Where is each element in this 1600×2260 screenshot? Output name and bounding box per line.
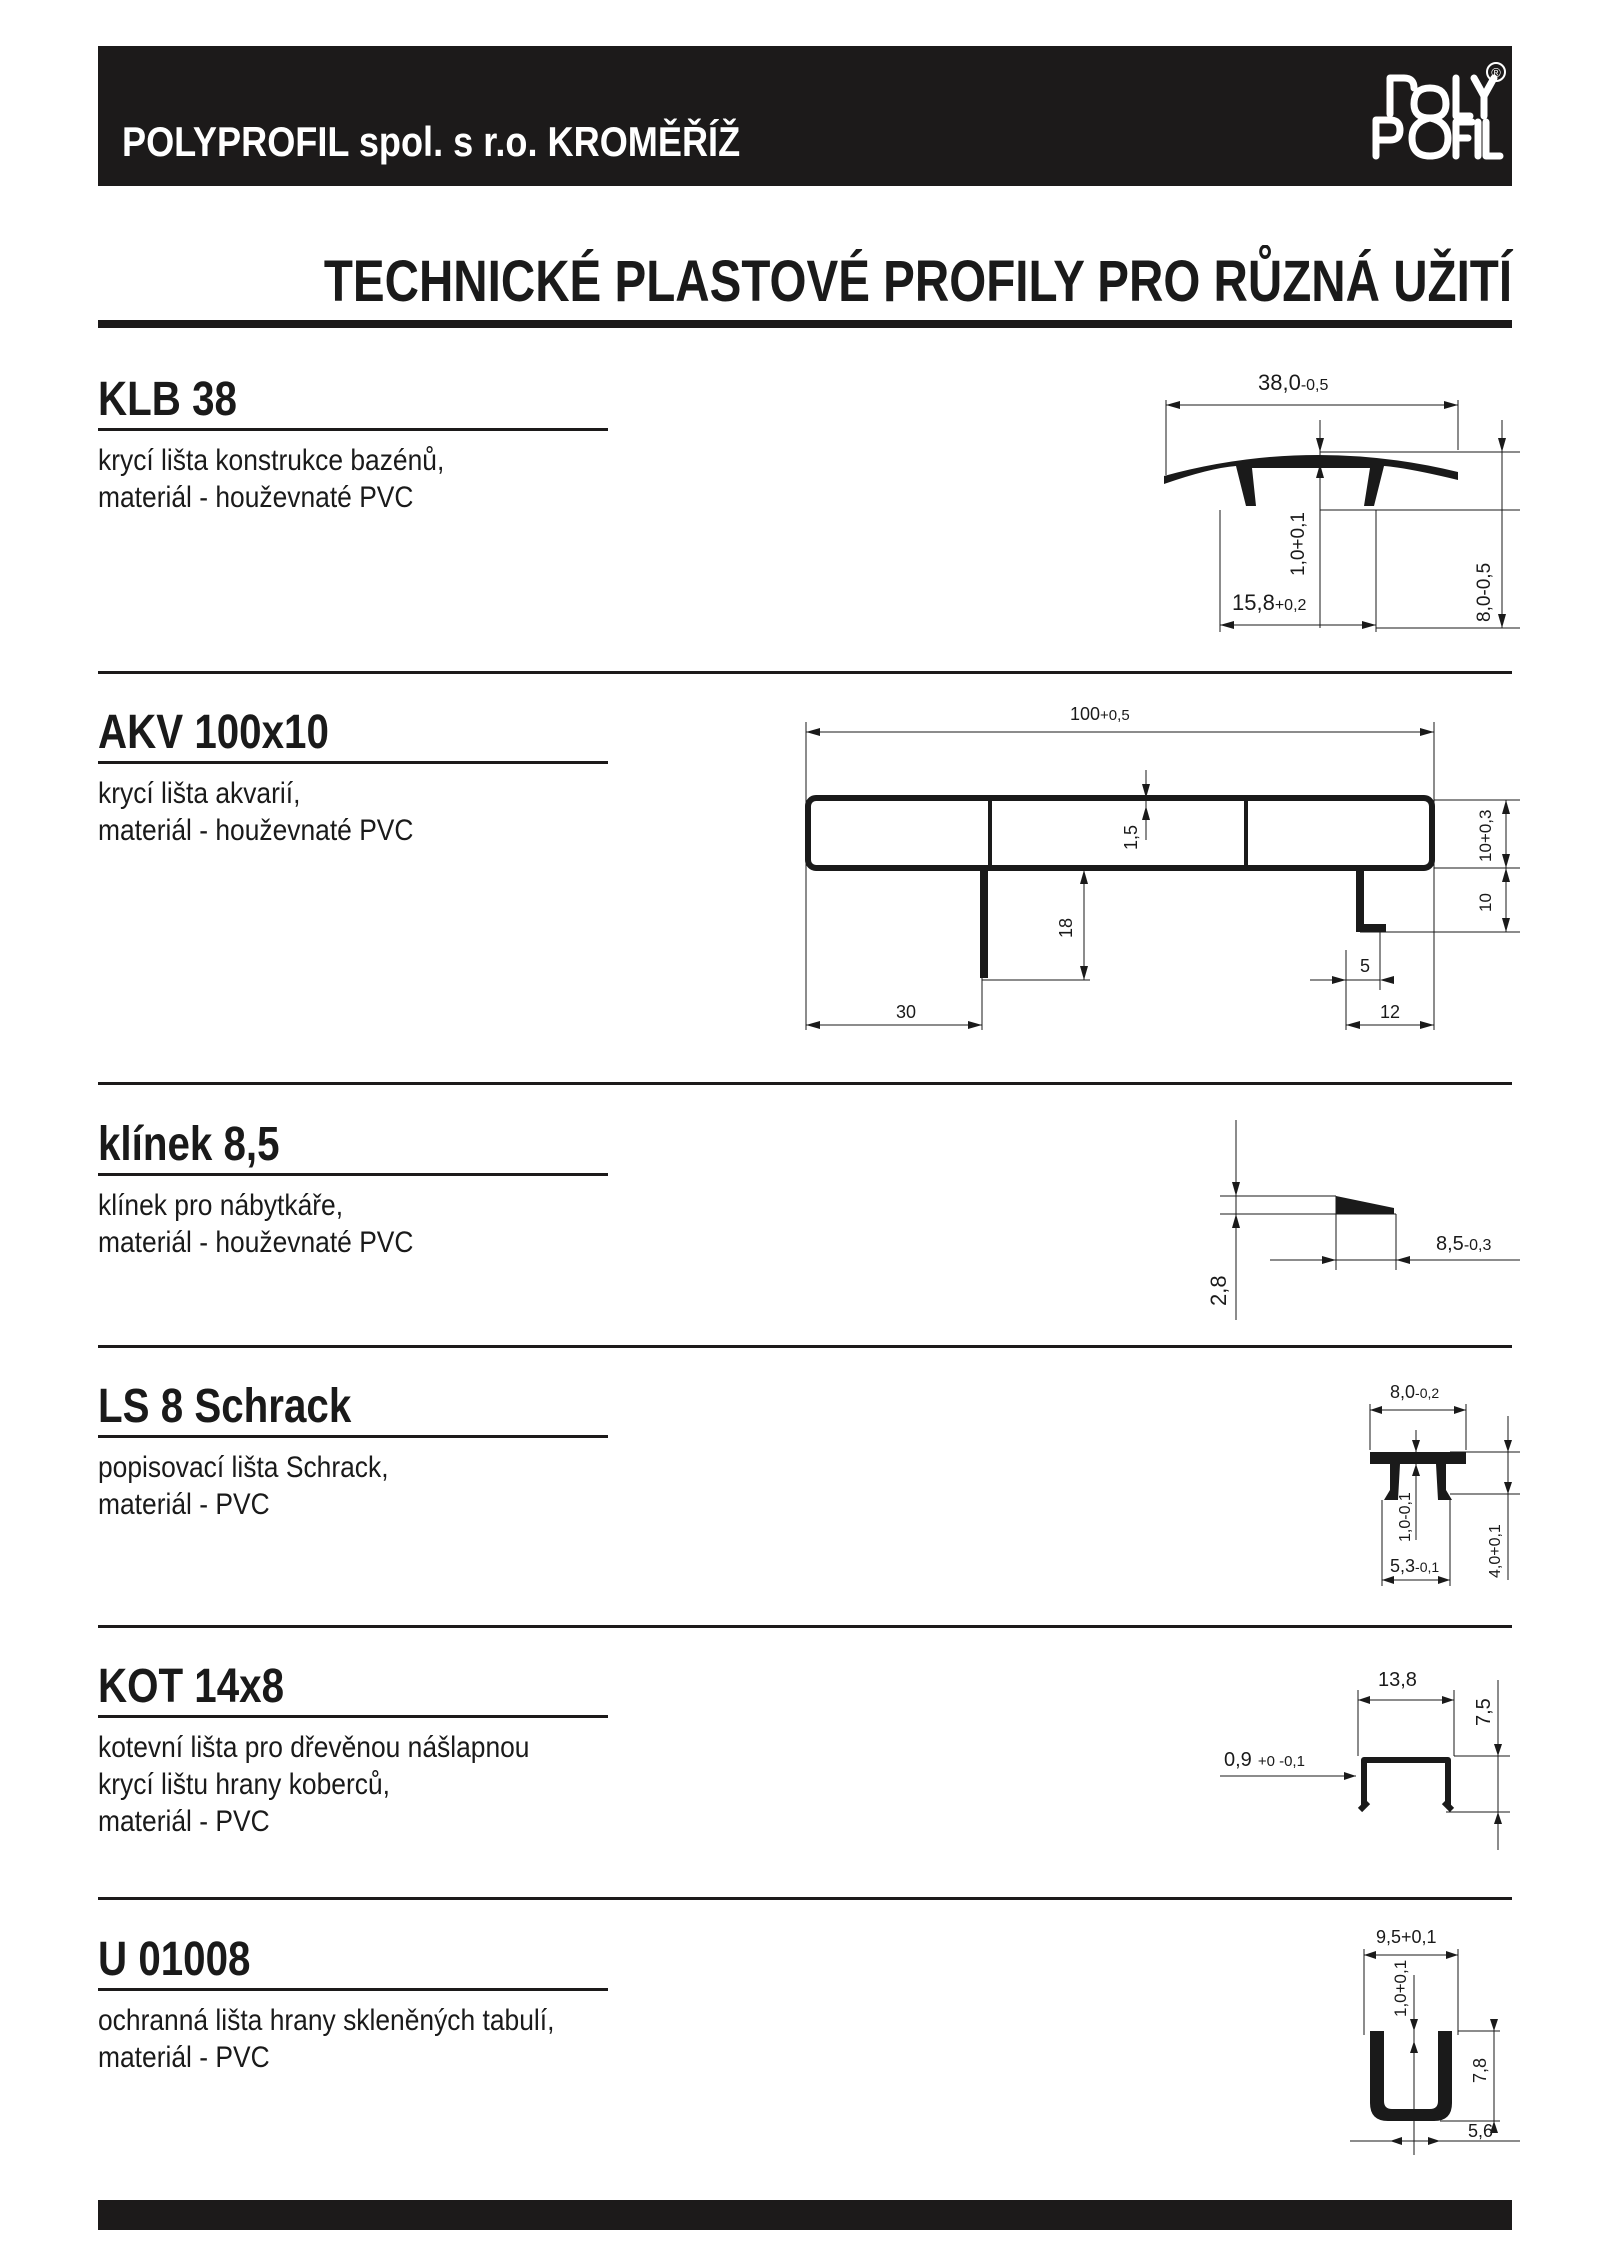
footer-bar bbox=[98, 2200, 1512, 2230]
dimension-height: 4,0+0,1 bbox=[1487, 1524, 1504, 1578]
svg-text:15,8+0,2 bbox=[1232, 590, 1307, 615]
dimension-foot: 5 bbox=[1360, 956, 1371, 976]
header-bar bbox=[98, 46, 1512, 186]
description-line: materiál - PVC bbox=[98, 1805, 270, 1838]
description-line: krycí lišta konstrukce bazénů, bbox=[98, 444, 445, 477]
description-line: materiál - houževnaté PVC bbox=[98, 481, 414, 514]
dimension-inner: 5,3 bbox=[1390, 1556, 1416, 1576]
description-line: kotevní lišta pro dřevěnou nášlapnou bbox=[98, 1731, 530, 1764]
dimension-width: 9,5+0,1 bbox=[1376, 1927, 1437, 1947]
dimension-inner-tolerance: +0,2 bbox=[1274, 597, 1307, 614]
dimension-thickness: 1,0-0,1 bbox=[1397, 1492, 1414, 1542]
description-line: materiál - PVC bbox=[98, 1488, 270, 1521]
description-line: krycí lištu hrany koberců, bbox=[98, 1768, 390, 1801]
u-01008-drawing bbox=[1340, 1925, 1520, 2155]
dimension-inner: 15,8 bbox=[1232, 590, 1275, 615]
dimension-right-offset: 12 bbox=[1380, 1002, 1401, 1022]
description-line: klínek pro nábytkáře, bbox=[98, 1189, 344, 1222]
company-name: POLYPROFIL spol. s r.o. KROMĚŘÍŽ bbox=[122, 118, 741, 165]
dimension-width: 38,0 bbox=[1258, 370, 1301, 395]
dimension-length-tolerance: -0,3 bbox=[1463, 1237, 1492, 1254]
dimension-inner-tolerance: -0,1 bbox=[1415, 1559, 1440, 1575]
product-name: klínek 8,5 bbox=[98, 1118, 280, 1171]
description-line: krycí lišta akvarií, bbox=[98, 777, 301, 810]
dimension-wall: 1,5 bbox=[1121, 824, 1141, 850]
dimension-width-tolerance: -0,2 bbox=[1415, 1385, 1440, 1401]
description-line: materiál - houževnaté PVC bbox=[98, 814, 414, 847]
product-description bbox=[98, 1729, 529, 1840]
svg-text:38,0-0,5 bbox=[1258, 370, 1329, 395]
dimension-height: 10+0,3 bbox=[1476, 809, 1495, 862]
klb-38-drawing bbox=[1140, 360, 1520, 640]
section-divider bbox=[98, 1625, 1512, 1628]
product-description bbox=[98, 775, 413, 849]
dimension-wall-tolerance: +0 -0,1 bbox=[1257, 1753, 1305, 1770]
dimension-length: 8,5 bbox=[1436, 1233, 1464, 1255]
description-line: ochranná lišta hrany skleněných tabulí, bbox=[98, 2004, 555, 2037]
dimension-height: 2,8 bbox=[1206, 1275, 1231, 1306]
dimension-width: 8,0 bbox=[1390, 1382, 1416, 1402]
section-divider bbox=[98, 1345, 1512, 1348]
dimension-width-tolerance: -0,5 bbox=[1300, 377, 1329, 394]
dimension-left-offset: 30 bbox=[896, 1002, 917, 1022]
dimension-leg: 18 bbox=[1056, 917, 1076, 938]
svg-text:8,5-0,3 bbox=[1436, 1233, 1491, 1255]
dimension-thickness: 1,0+0,1 bbox=[1288, 512, 1309, 576]
product-description bbox=[98, 1187, 413, 1261]
svg-text:8,0-0,2 bbox=[1390, 1382, 1439, 1402]
dimension-height: 8,0-0,5 bbox=[1474, 562, 1495, 622]
section-divider bbox=[98, 1082, 1512, 1085]
description-line: popisovací lišta Schrack, bbox=[98, 1451, 389, 1484]
dimension-wall: 0,9 bbox=[1224, 1749, 1252, 1771]
product-description bbox=[98, 2002, 554, 2076]
product-description bbox=[98, 442, 444, 516]
title-rule bbox=[98, 320, 1512, 328]
product-name: KOT 14x8 bbox=[98, 1660, 285, 1713]
polyprofil-logo bbox=[1338, 56, 1508, 176]
product-name-rule bbox=[98, 1988, 608, 1991]
description-line: materiál - houževnaté PVC bbox=[98, 1226, 414, 1259]
product-name: KLB 38 bbox=[98, 373, 237, 426]
page-title: TECHNICKÉ PLASTOVÉ PROFILY PRO RŮZNÁ UŽITÍ bbox=[323, 249, 1512, 314]
dimension-height: 7,5 bbox=[1473, 1698, 1495, 1726]
product-name-rule bbox=[98, 761, 608, 764]
product-name-rule bbox=[98, 1715, 608, 1718]
product-name-rule bbox=[98, 1173, 608, 1176]
dimension-width: 100 bbox=[1070, 704, 1101, 724]
ls-8-schrack-drawing bbox=[1340, 1380, 1520, 1600]
product-name: AKV 100x10 bbox=[98, 706, 329, 759]
product-description bbox=[98, 1449, 389, 1523]
product-name-rule bbox=[98, 428, 608, 431]
registered-mark: ® bbox=[1491, 65, 1501, 80]
dimension-width: 13,8 bbox=[1378, 1669, 1417, 1691]
product-name: U 01008 bbox=[98, 1933, 251, 1986]
dimension-lower-height: 10 bbox=[1476, 893, 1495, 912]
dimension-height: 7,8 bbox=[1470, 2057, 1490, 2083]
dimension-width-tolerance: +0,5 bbox=[1100, 707, 1130, 724]
svg-text:0,9+0 -0,1 bbox=[1224, 1749, 1305, 1771]
dimension-inner: 5,6 bbox=[1468, 2121, 1494, 2141]
product-name: LS 8 Schrack bbox=[98, 1380, 352, 1433]
product-name-rule bbox=[98, 1435, 608, 1438]
svg-text:100+0,5 bbox=[1070, 704, 1130, 724]
description-line: materiál - PVC bbox=[98, 2041, 270, 2074]
svg-text:5,3-0,1 bbox=[1390, 1556, 1439, 1576]
dimension-wall: 1,0+0,1 bbox=[1391, 1959, 1410, 2017]
kot-14x8-drawing bbox=[1210, 1660, 1520, 1860]
akv-100x10-drawing bbox=[800, 700, 1520, 1040]
section-divider bbox=[98, 671, 1512, 674]
klinek-drawing bbox=[1180, 1110, 1520, 1320]
section-divider bbox=[98, 1897, 1512, 1900]
